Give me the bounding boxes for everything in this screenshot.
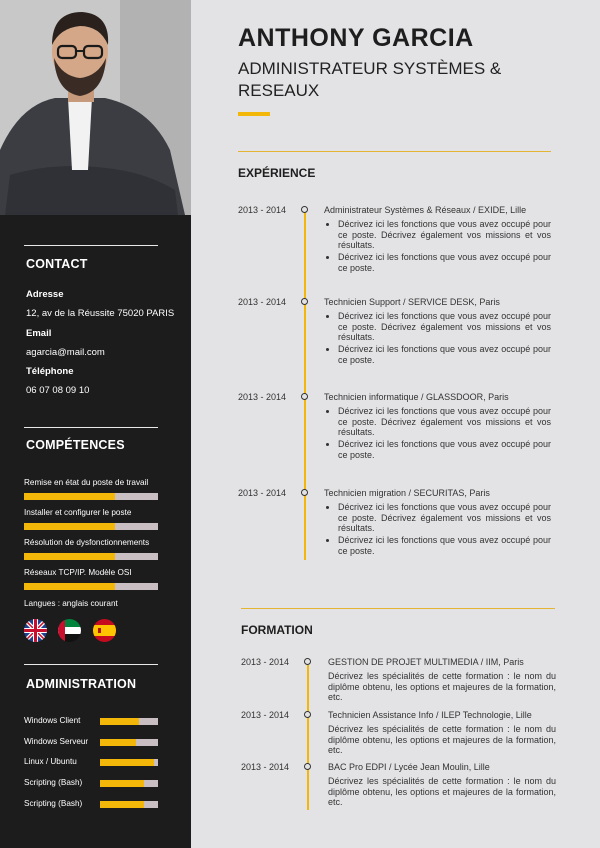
job-title-entry: Technicien migration / SECURITAS, Paris [324,488,490,498]
job-bullet: • Décrivez ici les fonctions que vous avez occupé pour ce poste. Décrivez également vos missions et vos résultats. [338,219,551,251]
job-bullets [324,502,551,558]
admin-bar-fill [100,718,139,725]
job-bullet: • Décrivez ici les fonctions que vous avez occupé pour ce poste. Décrivez également vos missions et vos résultats. [338,311,551,343]
education-date: 2013 - 2014 [241,710,290,720]
admin-label: Linux / Ubuntu [24,757,77,766]
phone-label: Téléphone [26,366,74,377]
skill-label: Installer et configurer le poste [24,508,132,517]
education-description: Décrivez les spécialités de cette formation : le nom du diplôme obtenu, les options et majeures de la formation, etc. [328,671,556,703]
languages-text: Langues : anglais courant [24,599,118,608]
job-date: 2013 - 2014 [238,488,287,498]
profile-photo [0,0,191,215]
phone-value: 06 07 08 09 10 [26,385,90,396]
education-title: GESTION DE PROJET MULTIMEDIA / IIM, Paris [328,657,524,667]
job-bullets [324,406,551,462]
job-title-entry: Technicien informatique / GLASSDOOR, Paris [324,392,509,402]
admin-label: Windows Client [24,716,81,725]
experience-timeline [304,210,306,560]
spain-flag-icon [93,619,116,642]
admin-bar [100,780,158,787]
address-value: 12, av de la Réussite 75020 PARIS [26,308,175,319]
skill-label: Résolution de dysfonctionnements [24,538,150,547]
skill-bar [24,523,158,530]
job-bullet: • Décrivez ici les fonctions que vous avez occupé pour ce poste. [338,535,551,556]
skill-label: Remise en état du poste de travail [24,478,149,487]
skill-bar [24,493,158,500]
uae-flag-icon [58,619,81,642]
skills-divider [24,427,158,428]
education-title: Technicien Assistance Info / ILEP Technologie, Lille [328,710,532,720]
title-accent-bar [238,112,270,116]
admin-label: Windows Serveur [24,737,89,746]
admin-bar-fill [100,739,136,746]
timeline-dot [304,658,311,665]
timeline-dot [304,763,311,770]
job-title: ADMINISTRATEUR SYSTÈMES & RESEAUX [238,59,502,100]
portrait-image [0,0,191,215]
skills-heading: COMPÉTENCES [26,438,125,452]
job-bullet: • Décrivez ici les fonctions que vous avez occupé pour ce poste. Décrivez également vos missions et vos résultats. [338,502,551,534]
timeline-dot [304,711,311,718]
job-date: 2013 - 2014 [238,205,287,215]
education-description: Décrivez les spécialités de cette formation : le nom du diplôme obtenu, les options et majeures de la formation, etc. [328,776,556,808]
education-divider [241,608,555,609]
experience-heading: EXPÉRIENCE [238,166,316,180]
admin-bar [100,739,158,746]
timeline-dot [301,298,308,305]
admin-bar-fill [100,759,154,766]
administration-divider [24,664,158,665]
job-bullets [324,311,551,367]
education-title: BAC Pro EDPI / Lycée Jean Moulin, Lille [328,762,490,772]
skill-bar [24,553,158,560]
candidate-name: ANTHONY GARCIA [238,24,474,52]
address-label: Adresse [26,289,64,300]
skill-bar [24,583,158,590]
job-bullet: • Décrivez ici les fonctions que vous avez occupé pour ce poste. [338,252,551,273]
timeline-dot [301,206,308,213]
uk-flag-icon [24,619,47,642]
job-bullets [324,219,551,275]
contact-divider [24,245,158,246]
contact-heading: CONTACT [26,257,88,271]
sidebar [0,0,191,848]
skill-bar-fill [24,493,115,500]
admin-bar [100,801,158,808]
education-timeline [307,665,309,810]
job-bullet: • Décrivez ici les fonctions que vous avez occupé pour ce poste. Décrivez également vos missions et vos résultats. [338,406,551,438]
skill-bar-fill [24,583,115,590]
job-date: 2013 - 2014 [238,297,287,307]
skill-bar-fill [24,553,115,560]
education-date: 2013 - 2014 [241,762,290,772]
education-date: 2013 - 2014 [241,657,290,667]
admin-bar-fill [100,780,144,787]
admin-bar [100,718,158,725]
job-bullet: • Décrivez ici les fonctions que vous avez occupé pour ce poste. [338,344,551,365]
experience-divider [238,151,551,152]
admin-bar-fill [100,801,144,808]
skill-label: Réseaux TCP/IP. Modèle OSI [24,568,132,577]
admin-label: Scripting (Bash) [24,799,83,808]
job-title-entry: Technicien Support / SERVICE DESK, Paris [324,297,500,307]
timeline-dot [301,489,308,496]
administration-heading: ADMINISTRATION [26,677,137,691]
timeline-dot [301,393,308,400]
admin-bar [100,759,158,766]
job-date: 2013 - 2014 [238,392,287,402]
admin-label: Scripting (Bash) [24,778,83,787]
skill-bar-fill [24,523,115,530]
education-description: Décrivez les spécialités de cette formation : le nom du diplôme obtenu, les options et majeures de la formation, etc. [328,724,556,756]
email-label: Email [26,328,52,339]
email-value[interactable]: agarcia@mail.com [26,347,105,358]
education-heading: FORMATION [241,623,313,637]
job-bullet: • Décrivez ici les fonctions que vous avez occupé pour ce poste. [338,439,551,460]
job-title-entry: Administrateur Systèmes & Réseaux / EXIDE, Lille [324,205,527,215]
